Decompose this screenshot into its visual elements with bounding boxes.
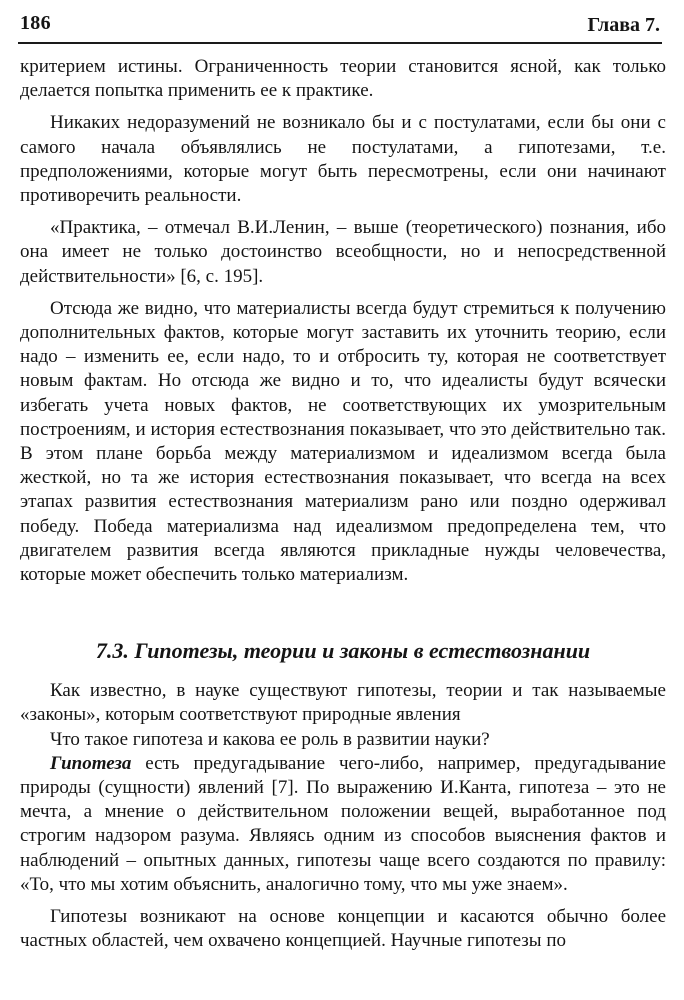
- running-head-chapter: Глава 7.: [587, 14, 660, 36]
- paragraph-continuation: критерием истины. Ограниченность теории становится ясной, как только делается попытка применить ее к практике.: [20, 56, 666, 102]
- paragraph-postulates: Никаких недоразумений не возникало бы и с постулатами, если бы они с самого начала объявлялись не постулатами, а гипотезами, т.е. предположениями, которые могут быть пересмотрены, если они начинают противоречить реальности.: [20, 112, 666, 207]
- section-heading: 7.3. Гипотезы, теории и законы в естествознании: [95, 638, 591, 664]
- definition-text: есть предугадывание чего-либо, например, предугадывание природы (сущности) явлений [7]. По выражению И.Канта, гипотеза – это не мечта, а мнение о действительном положении вещей, выработанное под строгим надзором разума. Являясь одним из способов выяснения фактов и наблюдений – опытных данных, гипотезы чаще всего создаются по правилу: «То, что мы хотим объяснить, аналогично тому, что мы уже знаем».: [20, 752, 666, 895]
- page-header: [18, 8, 662, 44]
- body-text: [20, 55, 666, 954]
- paragraph-section-intro: Как известно, в науке существуют гипотезы, теории и так называемые «законы», которым соответствуют природные явления: [20, 680, 666, 726]
- paragraph-materialists: Отсюда же видно, что материалисты всегда будут стремиться к получению дополнительных фактов, которые могут заставить их уточнить теорию, если надо – изменить ее, если надо, то и отбросить ту, которая не соответствует новым фактам. Но отсюда же видно и то, что идеалисты будут всячески избегать учета новых фактов, не соответствующих их умозрительным построениям, и история естествознания показывает, что это действительно так. В этом плане борьба между материализмом и идеализмом всегда была жесткой, но та же история естествознания показывает, что всегда на всех этапах развития естествознания материализм рано или поздно одерживал победу. Победа материализма над идеализмом предопределена тем, что двигателем развития всегда являются прикладные нужды человечества, которые может обеспечить только материализм.: [20, 297, 666, 586]
- page-number: 186: [20, 12, 51, 34]
- defined-term: Гипотеза: [50, 752, 132, 774]
- paragraph-hypothesis-definition: [20, 752, 666, 897]
- paragraph-lenin-quote: «Практика, – отмечал В.И.Ленин, – выше (теоретического) познания, ибо она имеет не только достоинство всеобщности, но и непосредственной действительности» [6, с. 195].: [20, 217, 666, 287]
- paragraph-hypotheses-origin: Гипотезы возникают на основе концепции и касаются обычно более частных областей, чем охвачено концепцией. Научные гипотезы по: [20, 906, 666, 952]
- paragraph-question: Что такое гипотеза и какова ее роль в развитии науки?: [50, 728, 490, 750]
